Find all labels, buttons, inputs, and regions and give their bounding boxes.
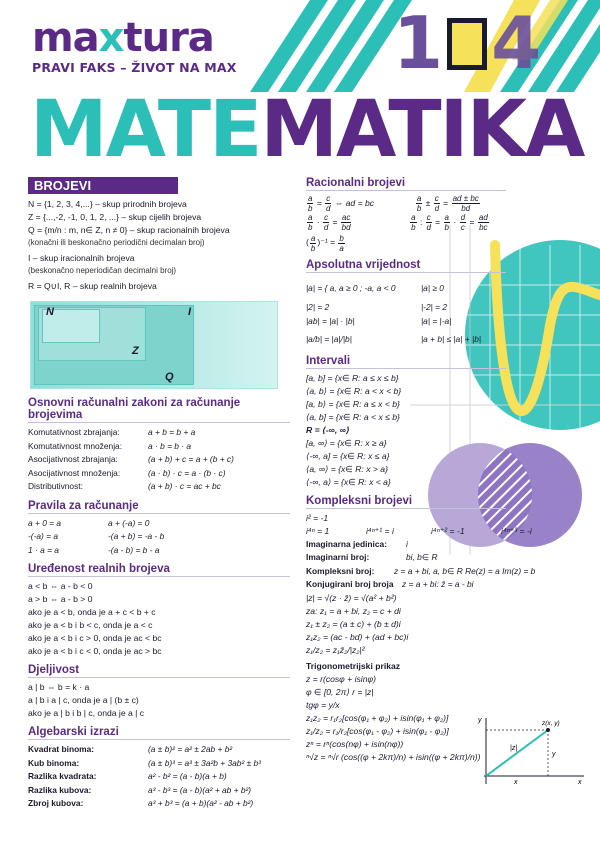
section-uredenost-heading: Uređenost realnih brojeva bbox=[28, 563, 290, 577]
fraction: $\frac{ad \pm bc}{bd}$ bbox=[452, 194, 479, 214]
uredenost-line: ako je a < b i b < c, onda je a < c bbox=[28, 620, 153, 630]
izraz-value: (a ± b)² = a² ± 2ab + b² bbox=[148, 744, 233, 754]
djeljivost-line: a | b ⇔ b = k · a bbox=[28, 682, 90, 692]
fraction: $\frac{c}{d}$ bbox=[426, 213, 431, 233]
fraction: $\frac{a}{b}$ bbox=[308, 213, 313, 233]
fraction: $\frac{c}{d}$ bbox=[323, 213, 329, 233]
set-i-label: I bbox=[188, 306, 192, 318]
interval-line: ⟨a, b] = {x∈ R: a < x ≤ b} bbox=[306, 411, 400, 422]
zakon-value: a · b = b · a bbox=[148, 440, 192, 451]
modulus-label: |z| bbox=[510, 745, 518, 752]
zakon-value: (a + b) + c = a + (b + c) bbox=[148, 454, 234, 464]
section-intervali-heading: Intervali bbox=[306, 355, 506, 369]
zakon-row bbox=[28, 480, 290, 494]
apsolutna-item: |a + b| ≤ |a| + |b| bbox=[421, 333, 482, 344]
zakon-key: Asocijativnost zbrajanja: bbox=[28, 454, 118, 464]
zakon-row bbox=[28, 453, 290, 467]
header bbox=[0, 0, 600, 92]
y-axis-label: y bbox=[478, 717, 482, 724]
trig-line: zⁿ = rⁿ(cos(nφ) + isin(nφ)) bbox=[306, 738, 404, 749]
fraction: $\frac{b}{a}$ bbox=[339, 233, 344, 253]
pravilo-left: a + 0 = a bbox=[28, 517, 62, 528]
number-sets-diagram bbox=[30, 301, 278, 389]
page-number-right: 4 bbox=[491, 1, 542, 85]
trig-heading: Trigonometrijski prikaz bbox=[306, 660, 401, 671]
kompleksni-row bbox=[306, 578, 586, 592]
page-number-box bbox=[447, 18, 487, 70]
kompleksni-key: Konjugirani broj broja bbox=[306, 579, 394, 590]
racionalni-eq-3: ( $\frac{a}{b}$ )⁻¹ = $\frac{b}{a}$ bbox=[306, 233, 344, 253]
uredenost-line: a < b ⇔ a - b < 0 bbox=[28, 581, 93, 591]
djeljivost-line: a | b i a | c, onda je a | (b ± c) bbox=[28, 695, 139, 705]
apsolutna-item: |ab| = |a| · |b| bbox=[306, 316, 355, 327]
y-segment-label: y bbox=[552, 751, 556, 758]
power-item: i⁴ⁿ = 1 bbox=[306, 525, 330, 536]
fraction: $\frac{a}{b}$ bbox=[308, 194, 313, 214]
power-item: i⁴ⁿ⁺³ = -i bbox=[501, 525, 532, 536]
trig-line: tgφ = y/x bbox=[306, 699, 340, 710]
apsolutna-grid bbox=[306, 276, 586, 349]
section-izrazi-heading: Algebarski izrazi bbox=[28, 726, 290, 740]
section-djeljivost-heading: Djeljivost bbox=[28, 664, 290, 678]
racionalni-inverse-text: ⁻¹ = bbox=[320, 237, 336, 248]
apsolutna-item: |a| ≥ 0 bbox=[421, 282, 444, 293]
set-n-label: N bbox=[46, 306, 54, 318]
pravilo-row bbox=[28, 530, 290, 544]
kompleksni-line: |z| = √(z · z̄) = √(a² + b²) bbox=[306, 592, 397, 603]
x-segment-label: x bbox=[514, 779, 518, 786]
pravilo-right: -(a + b) = -a - b bbox=[108, 531, 165, 541]
fraction: $\frac{a}{b}$ bbox=[444, 213, 449, 233]
brand bbox=[32, 15, 237, 75]
apsolutna-item: |a| = |-a| bbox=[421, 316, 452, 327]
pravilo-right: -(a - b) = b - a bbox=[108, 544, 160, 555]
brojevi-line-3: Q = {m/n : m, n∈ Z, n ≠ 0} – skup racionalnih brojeva bbox=[28, 225, 230, 235]
djeljivost-line: ako je a | b i b | c, onda je a | c bbox=[28, 708, 145, 718]
trig-line: ⁿ√z = ⁿ√r (cos((φ + 2kπ)/n) + isin((φ + 2kπ)/n)) bbox=[306, 751, 481, 762]
interval-line: [a, b⟩ = {x∈ R: a ≤ x < b} bbox=[306, 398, 400, 409]
section-brojevi-heading: BROJEVI bbox=[28, 177, 178, 194]
apsolutna-item: |-2| = 2 bbox=[421, 301, 448, 312]
zakon-key: Komutativnost zbrajanja: bbox=[28, 427, 120, 437]
apsolutna-item: |a| = { a, a ≥ 0 ; -a, a < 0 bbox=[306, 282, 396, 293]
racionalni-eq-2: $\frac{a}{b}$ · $\frac{c}{d}$ = $\frac{ac}{bd}$ $\frac{a}{b}$ : $\frac{c}{d}$ = $\frac{a}{b}$ · $\frac{d}{c}$ = $\frac{ad}{bc}$ bbox=[308, 213, 488, 233]
brand-logo-x: x bbox=[98, 15, 124, 61]
zakon-row bbox=[28, 467, 290, 481]
izraz-row bbox=[28, 770, 290, 784]
kompleksni-line: z₁z₂ = (ac - bd) + (ad + bc)i bbox=[306, 631, 409, 642]
trig-line: φ ∈ [0, 2π⟩ r = |z| bbox=[306, 686, 374, 697]
power-item: i⁴ⁿ⁺¹ = i bbox=[366, 525, 394, 536]
zakon-key: Komutativnost množenja: bbox=[28, 440, 123, 451]
section-racionalni-heading: Racionalni brojevi bbox=[306, 177, 506, 191]
interval-line: ⟨a, ∞⟩ = {x∈ R: x > a} bbox=[306, 463, 388, 474]
fraction: $\frac{a}{b}$ bbox=[310, 233, 316, 253]
x-axis-label: x bbox=[578, 779, 582, 786]
section-kompleksni-heading: Kompleksni brojevi bbox=[306, 495, 506, 509]
izraz-key: Kub binoma: bbox=[28, 757, 80, 768]
uredenost-line: ako je a < b i c > 0, onda je ac < bc bbox=[28, 633, 162, 643]
izraz-value: (a ± b)³ = a³ ± 3a²b + 3ab² ± b³ bbox=[148, 757, 261, 768]
complex-plane-graph bbox=[474, 714, 586, 786]
fraction: $\frac{c}{d}$ bbox=[326, 194, 331, 214]
pravilo-left: -(-a) = a bbox=[28, 531, 59, 541]
zakon-value: (a + b) · c = ac + bc bbox=[148, 481, 221, 491]
izraz-value: a³ + b³ = (a + b)(a² - ab + b²) bbox=[148, 798, 254, 808]
zakon-value: a + b = b + a bbox=[148, 427, 196, 437]
brand-logo-pre: ma bbox=[32, 15, 99, 61]
uredenost-line: ako je a < b i c < 0, onda je ac > bc bbox=[28, 646, 162, 656]
izraz-key: Zbroj kubova: bbox=[28, 798, 84, 808]
interval-line: ⟨-∞, a] = {x∈ R: x ≤ a} bbox=[306, 450, 390, 461]
section-pravila-heading: Pravila za računanje bbox=[28, 500, 290, 514]
kompleksni-row bbox=[306, 538, 586, 552]
brand-logo-post: tura bbox=[123, 15, 214, 61]
set-z-label: Z bbox=[132, 345, 139, 357]
title-part-1: MATE bbox=[30, 85, 261, 175]
kompleksni-key: Imaginarni broj: bbox=[306, 552, 370, 563]
section-zakoni-heading: Osnovni računalni zakoni za računanje brojevima bbox=[28, 397, 290, 423]
section-apsolutna-heading: Apsolutna vrijednost bbox=[306, 259, 506, 273]
izraz-key: Razlika kubova: bbox=[28, 784, 92, 795]
izraz-row bbox=[28, 797, 290, 811]
brand-tagline: PRAVI FAKS – ŽIVOT NA MAX bbox=[32, 60, 237, 75]
interval-line: [a, ∞⟩ = {x∈ R: x ≥ a} bbox=[306, 437, 387, 448]
brojevi-line-6: (beskonačno neperiodičan decimalni broj) bbox=[28, 266, 177, 275]
izraz-row bbox=[28, 757, 290, 771]
fraction: $\frac{c}{d}$ bbox=[434, 194, 440, 214]
izraz-value: a² - b² = (a - b)(a + b) bbox=[148, 771, 227, 781]
kompleksni-powers bbox=[306, 525, 586, 538]
interval-line: ⟨a, b⟩ = {x∈ R: a < x < b} bbox=[306, 385, 402, 396]
set-q-label: Q bbox=[165, 371, 174, 383]
kompleksni-line: z₁/z₂ = z₁z̄₂/|z₂|² bbox=[306, 644, 365, 655]
page-number-left: 1 bbox=[393, 1, 444, 85]
izraz-value: a³ - b³ = (a - b)(a² + ab + b²) bbox=[148, 784, 252, 795]
kompleksni-value: bi, b∈ R bbox=[406, 552, 438, 563]
zakon-row bbox=[28, 440, 290, 454]
zakon-key: Asocijativnost množenja: bbox=[28, 467, 121, 478]
kompleksni-row bbox=[306, 551, 586, 565]
pravilo-row bbox=[28, 517, 290, 531]
izraz-key: Kvadrat binoma: bbox=[28, 744, 95, 754]
modulus-vector bbox=[486, 730, 548, 776]
fraction: $\frac{a}{b}$ bbox=[416, 194, 422, 214]
brojevi-line-2: Z = {...,-2, -1, 0, 1, 2, ...} – skup cijelih brojeva bbox=[28, 212, 202, 222]
kompleksni-key: Kompleksni broj: bbox=[306, 565, 375, 576]
kompleksni-i2: i² = -1 bbox=[306, 512, 329, 523]
trig-line: z = r(cosφ + isinφ) bbox=[306, 673, 376, 684]
pravilo-row bbox=[28, 544, 290, 558]
izraz-row bbox=[28, 743, 290, 757]
racionalni-eq-1: $\frac{a}{b}$ = $\frac{c}{d}$ ⇔ ad = bc $\frac{a}{b}$ ± $\frac{c}{d}$ = $\frac{ad \pm bc}{bd}$ bbox=[308, 194, 479, 214]
interval-line: [a, b] = {x∈ R: a ≤ x ≤ b} bbox=[306, 372, 399, 383]
kompleksni-line: z₁ ± z₂ = (a ± c) + (b ± d)i bbox=[306, 618, 401, 629]
page-number bbox=[393, 1, 542, 85]
uredenost-line: a > b ⇔ a - b > 0 bbox=[28, 594, 93, 604]
fraction: $\frac{a}{b}$ bbox=[411, 213, 416, 233]
apsolutna-item: |2| = 2 bbox=[306, 301, 330, 312]
zakon-key: Distributivnost: bbox=[28, 481, 83, 491]
racionalni-eq-text: ⇔ ad = bc bbox=[334, 198, 375, 208]
brojevi-line-5: I – skup iracionalnih brojeva bbox=[28, 253, 135, 263]
right-column bbox=[306, 177, 586, 764]
kompleksni-value: i bbox=[406, 538, 408, 549]
apsolutna-item: |a/b| = |a|/|b| bbox=[306, 333, 352, 344]
zakon-row bbox=[28, 426, 290, 440]
interval-line: R = ⟨-∞, ∞⟩ bbox=[306, 424, 350, 435]
power-item: i⁴ⁿ⁺² = -1 bbox=[431, 525, 465, 536]
uredenost-line: ako je a < b, onda je a + c < b + c bbox=[28, 607, 156, 617]
kompleksni-value: z = a + bi, a, b∈ R Re(z) = a Im(z) = b bbox=[394, 565, 536, 576]
kompleksni-value: z = a + bi: z̄ = a - bi bbox=[402, 579, 474, 590]
page-title bbox=[30, 85, 590, 175]
kompleksni-key: Imaginarna jedinica: bbox=[306, 538, 387, 549]
point-label: z(x, y) bbox=[542, 720, 560, 727]
pravilo-right: a + (-a) = 0 bbox=[108, 517, 150, 528]
trig-line: z₁/z₂ = r₁/r₂[cos(φ₁ - φ₂) + isin(φ₁ - φ₂)] bbox=[306, 725, 449, 736]
izraz-row bbox=[28, 784, 290, 798]
fraction: $\frac{ad}{bc}$ bbox=[478, 213, 488, 233]
left-column bbox=[28, 177, 290, 811]
pravilo-left: 1 · a = a bbox=[28, 544, 59, 555]
interval-line: ⟨-∞, a⟩ = {x∈ R: x < a} bbox=[306, 476, 391, 487]
fraction: $\frac{ac}{bd}$ bbox=[341, 213, 351, 233]
point-z bbox=[546, 728, 550, 732]
zakon-value: (a · b) · c = a · (b · c) bbox=[148, 467, 226, 478]
brojevi-line-7: R = Q∪I, R – skup realnih brojeva bbox=[28, 281, 157, 291]
fraction: $\frac{d}{c}$ bbox=[460, 213, 466, 233]
trig-line: z₁z₂ = r₁r₂[cos(φ₁ + φ₂) + isin(φ₁ + φ₂)] bbox=[306, 712, 449, 723]
brojevi-line-1: N = {1, 2, 3, 4,...} – skup prirodnih brojeva bbox=[28, 199, 187, 209]
brojevi-line-4: (konačni ili beskonačno periodični decimalan broj) bbox=[28, 238, 205, 247]
izraz-key: Razlika kvadrata: bbox=[28, 771, 97, 781]
title-part-2: MATIKA bbox=[260, 85, 584, 175]
brand-logo bbox=[32, 15, 237, 61]
kompleksni-line: za: z₁ = a + bi, z₂ = c + di bbox=[306, 605, 401, 616]
kompleksni-row bbox=[306, 565, 586, 579]
